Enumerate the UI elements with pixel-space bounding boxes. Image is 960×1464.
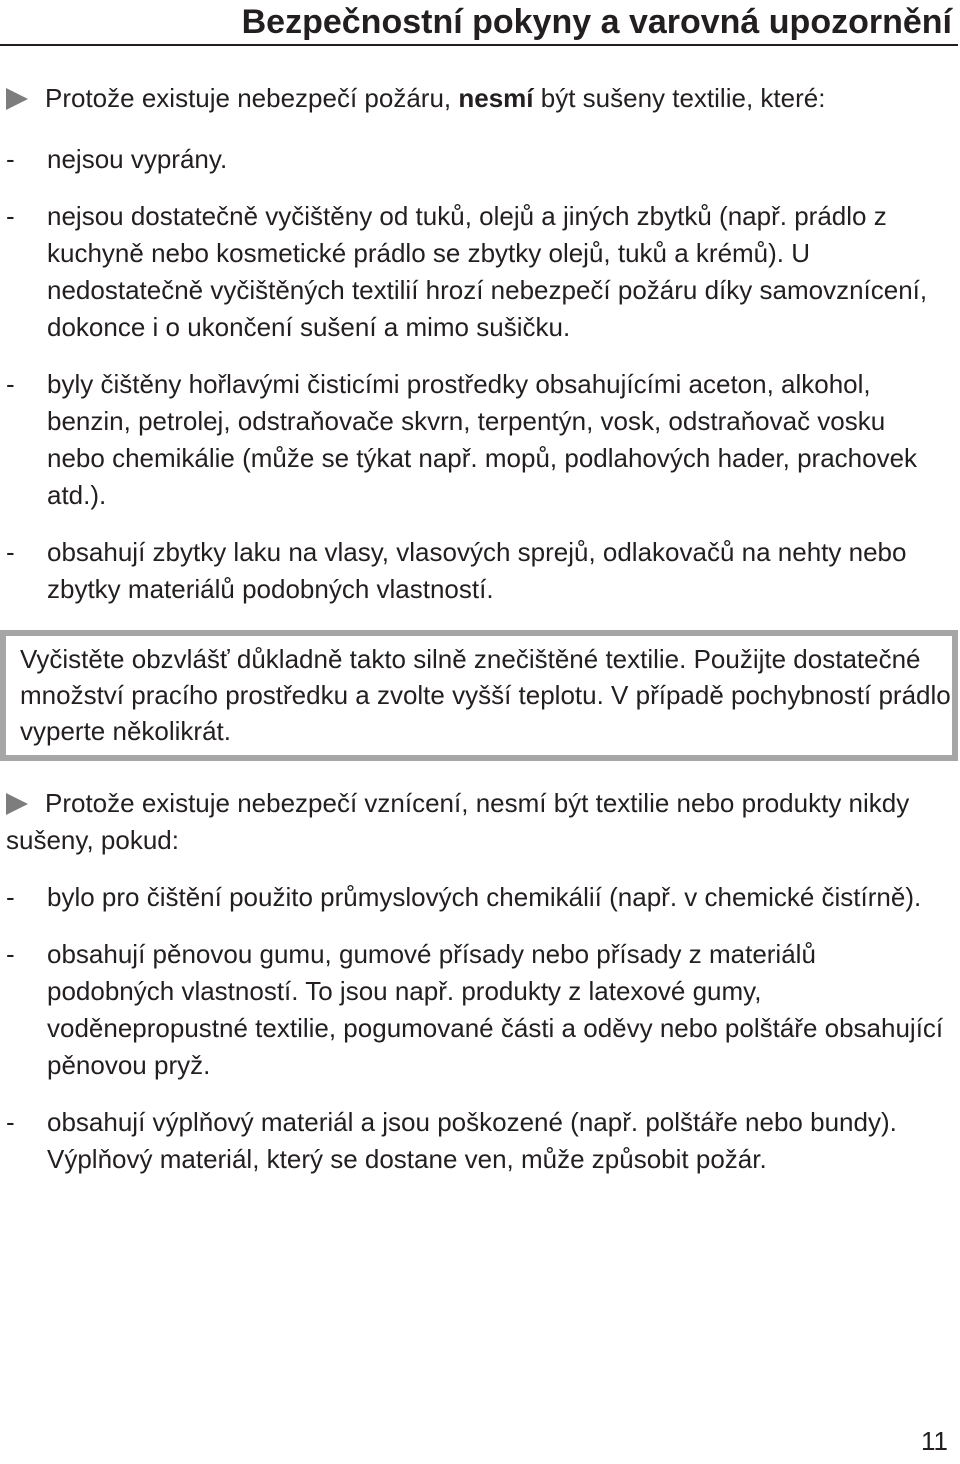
warning-intro-ignition — [6, 785, 946, 859]
note-text: Vyčistěte obzvlášť důkladně takto silně znečištěné textilie. Použijte dostatečné množství pracího prostředku a zvolte vyšší teplotu. V případě pochybností prádlo vyperte několikrát. — [20, 644, 951, 746]
fire-hazard-list — [6, 141, 946, 608]
list-dash: - — [6, 369, 15, 399]
title-divider — [0, 44, 958, 46]
list-dash: - — [6, 1107, 15, 1137]
note-box — [0, 630, 958, 761]
list-dash: - — [6, 939, 15, 969]
intro-text: Protože existuje nebezpečí vznícení, nesmí být textilie nebo produkty nikdy sušeny, pokud: — [6, 788, 910, 855]
list-item — [6, 936, 946, 1084]
list-dash: - — [6, 144, 15, 174]
triangle-arrow-icon — [6, 88, 28, 110]
list-dash: - — [6, 201, 15, 231]
ignition-hazard-list — [6, 879, 946, 1178]
list-item — [6, 534, 946, 608]
list-item — [6, 198, 946, 346]
list-dash: - — [6, 537, 15, 567]
list-item-text: byly čištěny hořlavými čisticími prostředky obsahujícími aceton, alkohol, benzin, petrolej, odstraňovače skvrn, terpentýn, vosk, odstraňovač vosku nebo chemikálie (může se týkat např. mopů, podlahových hader, prachovek atd.). — [47, 369, 918, 510]
list-item-text: obsahují zbytky laku na vlasy, vlasových sprejů, odlakovačů na nehty nebo zbytky materiálů podobných vlastností. — [47, 537, 907, 604]
list-item — [6, 879, 946, 916]
intro-text-bold: nesmí — [458, 83, 534, 113]
page-number: 11 — [921, 1426, 948, 1456]
intro-text-pre: Protože existuje nebezpečí požáru, — [45, 83, 459, 113]
triangle-arrow-icon — [6, 793, 28, 815]
list-dash: - — [6, 882, 15, 912]
list-item-text: nejsou dostatečně vyčištěny od tuků, olejů a jiných zbytků (např. prádlo z kuchyně nebo kosmetické prádlo se zbytky olejů, tuků a krémů). U nedostatečně vyčištěných textilií hrozí nebezpečí požáru díky samovznícení, dokonce i o ukončení sušení a mimo sušičku. — [47, 201, 928, 342]
page-title: Bezpečnostní pokyny a varovná upozornění — [241, 3, 952, 41]
list-item — [6, 1104, 946, 1178]
list-item — [6, 366, 946, 514]
intro-text-post: být sušeny textilie, které: — [533, 83, 826, 113]
list-item-text: bylo pro čištění použito průmyslových chemikálií (např. v chemické čistírně). — [47, 882, 922, 912]
list-item-text: nejsou vyprány. — [47, 144, 228, 174]
warning-intro-fire — [6, 80, 946, 117]
list-item — [6, 141, 946, 178]
document-body — [6, 80, 951, 1178]
list-item-text: obsahují výplňový materiál a jsou poškozené (např. polštáře nebo bundy). Výplňový materiál, který se dostane ven, může způsobit požár. — [47, 1107, 897, 1174]
list-item-text: obsahují pěnovou gumu, gumové přísady nebo přísady z materiálů podobných vlastností. To jsou např. produkty z latexové gumy, voděnepropustné textilie, pogumované části a oděvy nebo polštáře obsahující pěnovou pryž. — [47, 939, 944, 1080]
